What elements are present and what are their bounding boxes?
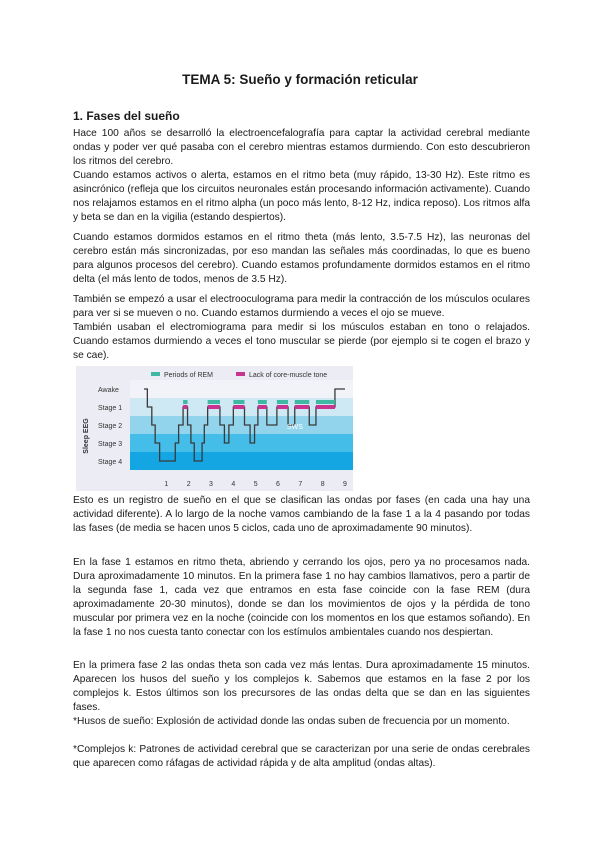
stage-band-1	[130, 380, 353, 398]
x-tick-label: 3	[209, 481, 213, 488]
atonia-period-bar	[277, 405, 288, 409]
rem-period-bar	[277, 400, 288, 404]
sws-annotation: SWS	[286, 424, 303, 431]
sleep-hypnogram-figure	[76, 366, 353, 491]
rem-period-bar	[258, 400, 267, 404]
paragraph: En la primera fase 2 las ondas theta son cada vez más lentas. Dura aproximadamente 15 minutos. Aparecen los husos del sueño y los complejos k. Sabemos que estamos en la fase 2 por los complejos k. Estos últimos son los precursores de las ondas delta que se dan en las siguientes fases.	[73, 660, 530, 713]
x-tick-label: 7	[298, 481, 303, 488]
paragraph: Hace 100 años se desarrolló la electroencefalografía para captar la actividad cerebral mediante ondas y poder ver qué pasaba con el cerebro mientras estamos durmiendo. Con esto descubrieron los ritmos del cerebro.	[73, 128, 530, 167]
rem-period-bar	[233, 400, 244, 404]
x-tick-label: 2	[186, 481, 191, 488]
x-tick-label: 9	[343, 481, 347, 488]
stage-label: Stage 2	[98, 423, 123, 430]
paragraph: Cuando estamos dormidos estamos en el ritmo theta (más lento, 3.5-7.5 Hz), las neuronas del cerebro están más sincronizadas, por eso mandan las señales más coordinadas, lo que es bueno para algunos procesos del cerebro). Cuando estamos profundamente dormidos estamos en el ritmo delta (el más lento de todos, menos de 3.5 Hz).	[73, 232, 530, 285]
atonia-period-bar	[258, 405, 267, 409]
atonia-period-bar	[295, 405, 310, 409]
x-tick-label: 8	[320, 481, 325, 488]
stage-label: Stage 3	[98, 441, 123, 448]
paragraph: En la fase 1 estamos en ritmo theta, abriendo y cerrando los ojos, pero ya no procesamos nada. Dura aproximadamente 10 minutos. En la primera fase 1 no hay cambios llamativos, pero a partir de la segunda fase 1, cada vez que entramos en esta fase coincide con la fase REM (dura aproximadamente 20-30 minutos), donde se dan los movimientos de ojos y la pérdida de tono muscular por primera vez en la noche (coincide con los momentos en los que estamos soñando). En la fase 1 no nos cuesta tanto conectar con los estímulos ambientales cuando nos despiertan.	[73, 557, 530, 638]
x-tick-label: 4	[231, 481, 236, 488]
paragraph: Cuando estamos activos o alerta, estamos en el ritmo beta (muy rápido, 13-30 Hz). Este ritmo es asincrónico (refleja que los circuitos neuronales están procesando información activamente). Cuando nos relajamos estamos en el ritmo alpha (un poco más lento, 8-12 Hz, indica reposo). Los ritmos alfa y beta se dan en la vigilia (estando despiertos).	[73, 170, 530, 223]
x-tick-label: 5	[253, 481, 258, 488]
paragraph: *Husos de sueño: Explosión de actividad donde las ondas suben de frecuencia por un momento.	[73, 716, 510, 727]
paragraph: *Complejos k: Patrones de actividad cerebral que se caracterizan por una serie de ondas cerebrales que aparecen como ráfagas de actividad rápida y de alta amplitud (ondas altas).	[73, 744, 530, 769]
paragraph: Esto es un registro de sueño en el que se clasifican las ondas por fases (en cada una hay una actividad diferente). A lo largo de la noche vamos cambiando de la fase 1 a la 4 pasando por todas las fases (de media se hacen unos 5 ciclos, cada uno de aproximadamente 90 minutos).	[73, 495, 530, 534]
x-tick-label: 6	[276, 481, 280, 488]
stage-label: Stage 4	[98, 459, 123, 466]
y-axis-label: Sleep EEG	[83, 418, 90, 454]
atonia-period-bar	[316, 405, 335, 409]
atonia-period-bar	[233, 405, 244, 409]
x-tick-label: 1	[164, 481, 169, 488]
section-heading: 1. Fases del sueño	[73, 109, 180, 123]
rem-period-bar	[183, 400, 187, 404]
legend-swatch-atonia	[236, 372, 245, 376]
atonia-period-bar	[183, 405, 187, 409]
stage-band-4	[130, 434, 353, 452]
paragraph: También se empezó a usar el electrooculograma para medir la contracción de los músculos oculares para ver si se mueven o no. Cuando estamos durmiendo a veces el ojo se mueve.	[73, 294, 530, 319]
rem-period-bar	[295, 400, 310, 404]
legend-label-rem: Periods of REM	[164, 372, 214, 379]
rem-period-bar	[316, 400, 335, 404]
hypnogram-chart	[76, 366, 353, 491]
page-title: TEMA 5: Sueño y formación reticular	[182, 72, 418, 87]
stage-label: Stage 1	[98, 405, 123, 412]
stage-band-3	[130, 416, 353, 434]
legend-label-atonia: Lack of core-muscle tone	[249, 372, 328, 379]
atonia-period-bar	[208, 405, 220, 409]
rem-period-bar	[208, 400, 220, 404]
legend-swatch-rem	[151, 372, 160, 376]
paragraph: También usaban el electromiograma para medir si los músculos estaban en tono o relajados. Cuando estamos durmiendo a veces el tono muscular se pierde (por ejemplo si te cogen el brazo y se cae).	[73, 322, 530, 361]
stage-label: Awake	[98, 387, 119, 394]
